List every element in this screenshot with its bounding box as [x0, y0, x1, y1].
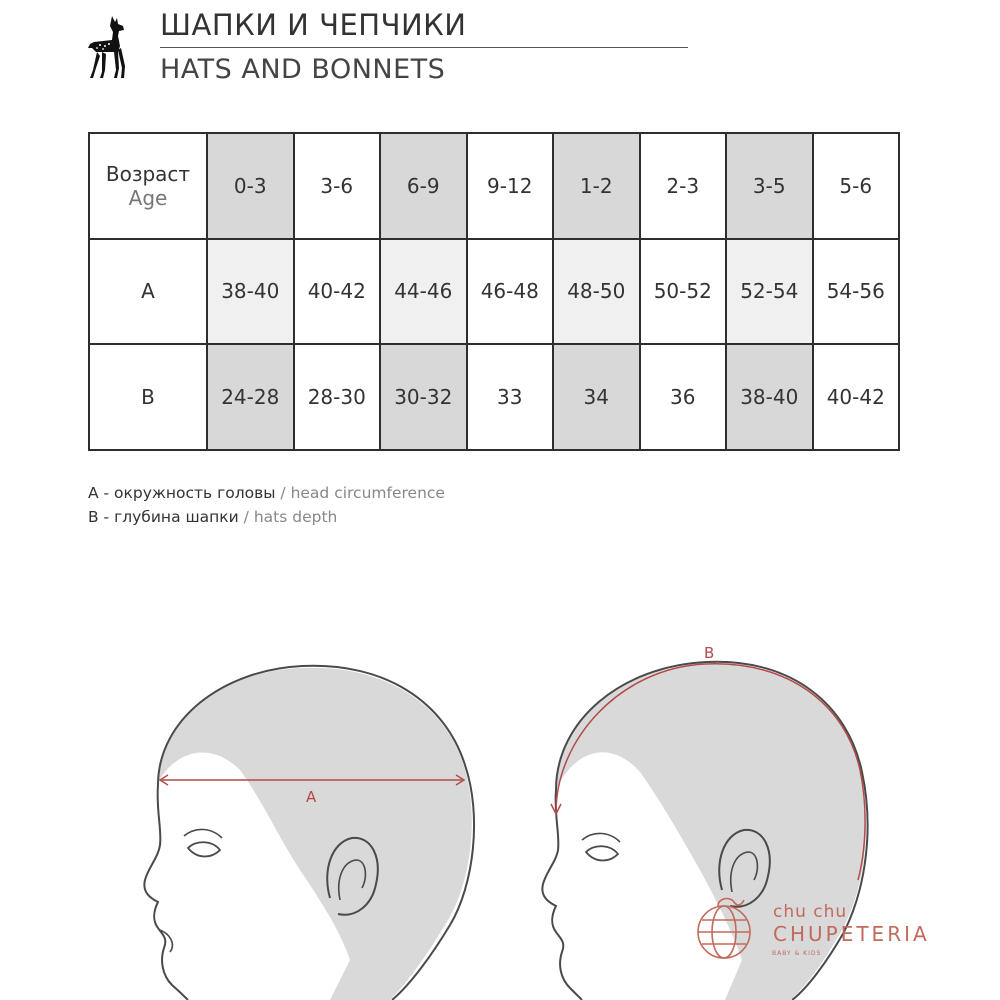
age-cell: 2-3 [640, 133, 727, 239]
left-eye [188, 842, 220, 856]
circumference-cell: 46-48 [467, 239, 554, 345]
legend-a-en: / head circumference [275, 484, 445, 502]
depth-cell: 33 [467, 344, 554, 450]
depth-cell: 28-30 [294, 344, 381, 450]
circumference-cell: 48-50 [553, 239, 640, 345]
watermark-line1: chu chu [773, 902, 848, 922]
circumference-cell: 52-54 [726, 239, 813, 345]
measure-a-label: A [306, 788, 317, 806]
legend-b [88, 508, 337, 526]
circumference-cell: 54-56 [813, 239, 900, 345]
measure-b-label: B [704, 644, 715, 662]
left-face-profile [144, 785, 188, 1000]
left-head-cap-area [158, 668, 472, 1000]
legend-a [88, 484, 445, 502]
age-header-cell [89, 133, 207, 239]
age-cell: 0-3 [207, 133, 294, 239]
page-title-en: HATS AND BONNETS [160, 54, 446, 85]
age-label-en: Age [128, 185, 168, 210]
page-title-ru: ШАПКИ И ЧЕПЧИКИ [160, 8, 467, 42]
age-cell: 3-6 [294, 133, 381, 239]
row-b-label: B [89, 344, 207, 450]
legend-b-ru: B - глубина шапки [88, 508, 239, 526]
depth-cell: 24-28 [207, 344, 294, 450]
circumference-cell: 40-42 [294, 239, 381, 345]
size-table [88, 132, 900, 451]
circumference-cell: 38-40 [207, 239, 294, 345]
depth-cell: 40-42 [813, 344, 900, 450]
age-cell: 3-5 [726, 133, 813, 239]
title-divider [160, 47, 688, 48]
table-row-age [89, 133, 899, 239]
legend-b-en: / hats depth [238, 508, 338, 526]
depth-cell: 38-40 [726, 344, 813, 450]
age-cell: 1-2 [553, 133, 640, 239]
right-eye [586, 846, 618, 860]
right-face-profile [542, 790, 582, 1000]
circumference-cell: 50-52 [640, 239, 727, 345]
deer-logo [82, 12, 138, 82]
age-label-ru: Возраст [105, 161, 191, 186]
watermark-line3: BABY & KIDS [772, 950, 822, 957]
legend-a-ru: A - окружность головы [88, 484, 276, 502]
watermark-line2: CHUPETERIA [773, 922, 930, 946]
depth-cell: 36 [640, 344, 727, 450]
table-row-a [89, 239, 899, 345]
table-row-b [89, 344, 899, 450]
age-cell: 5-6 [813, 133, 900, 239]
depth-cell: 30-32 [380, 344, 467, 450]
age-cell: 6-9 [380, 133, 467, 239]
row-a-label: A [89, 239, 207, 345]
circumference-cell: 44-46 [380, 239, 467, 345]
age-cell: 9-12 [467, 133, 554, 239]
depth-cell: 34 [553, 344, 640, 450]
